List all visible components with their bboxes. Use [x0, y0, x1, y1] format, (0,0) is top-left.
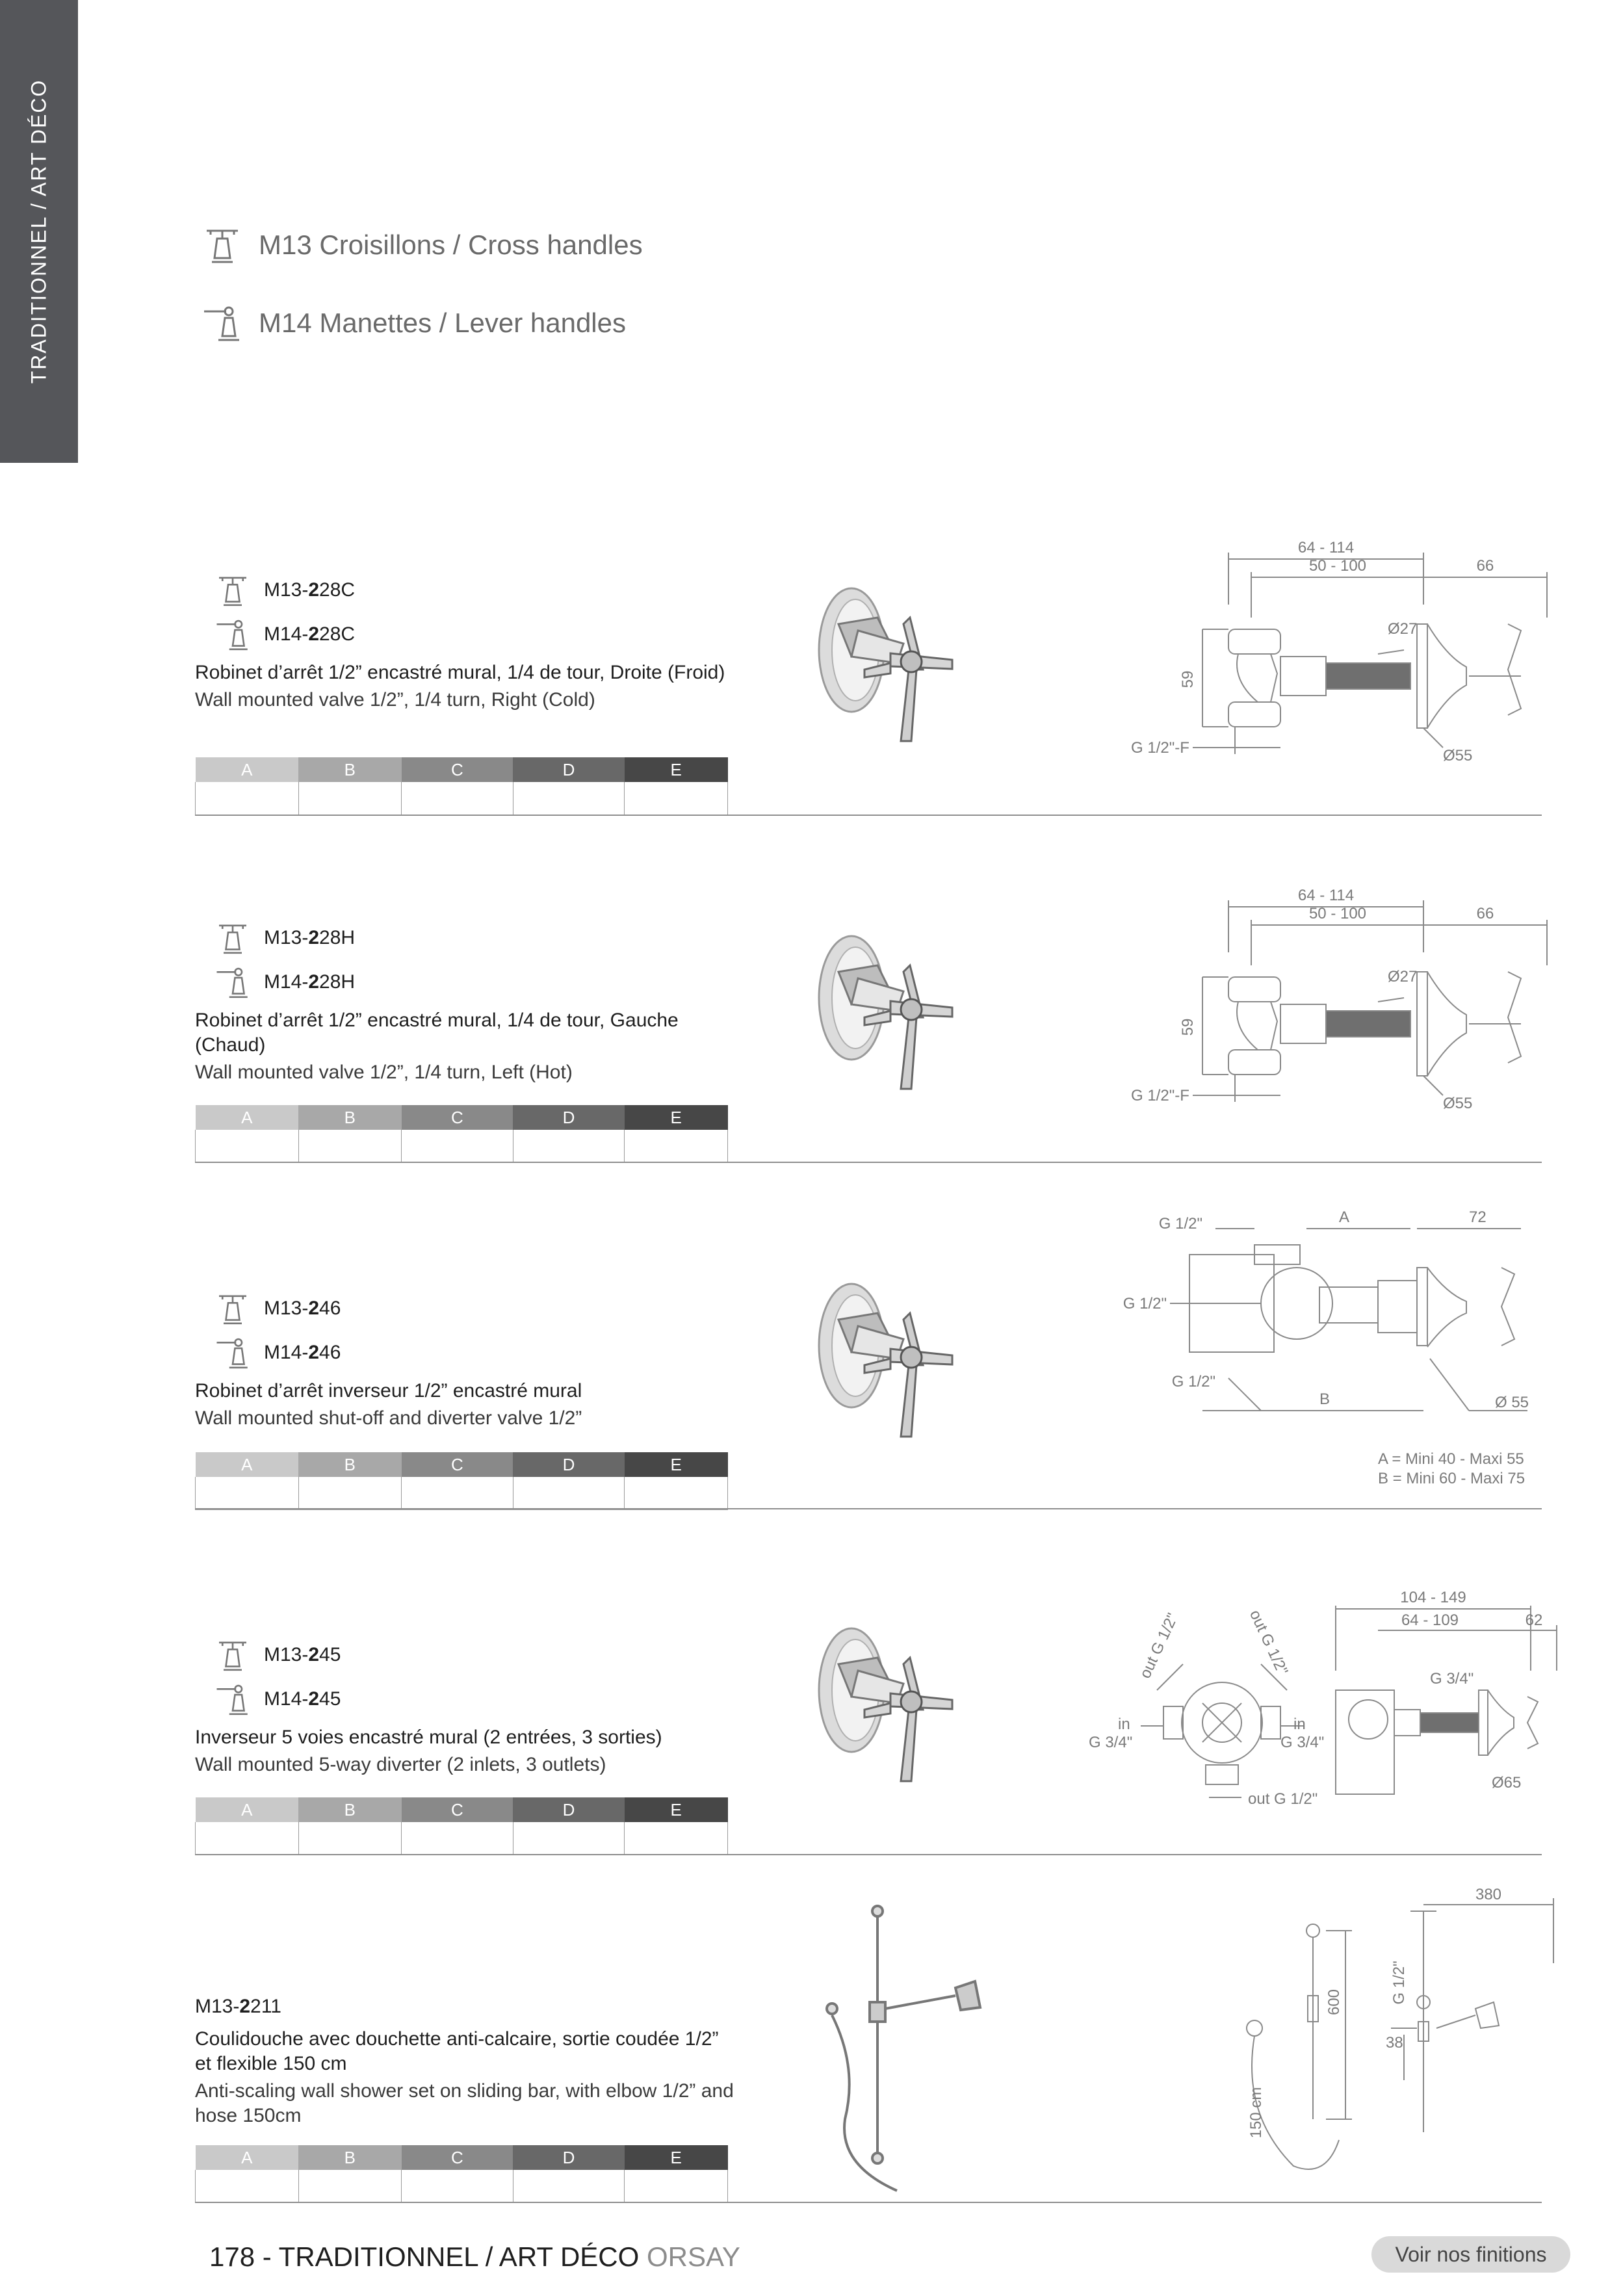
finish-b: B [298, 1452, 402, 1477]
svg-text:66: 66 [1476, 557, 1494, 575]
description-fr: Robinet d’arrêt 1/2” encastré mural, 1/4 de tour, Droite (Froid) [195, 662, 725, 683]
svg-text:Ø27: Ø27 [1388, 620, 1418, 638]
finish-a: A [196, 1452, 299, 1477]
svg-text:62: 62 [1525, 1611, 1543, 1629]
product-photo [793, 926, 962, 1095]
product-code-m14: M14-245 [214, 1681, 1547, 1717]
svg-text:out G 1/2": out G 1/2" [1248, 1790, 1318, 1808]
description-fr: Coulidouche avec douchette anti-calcaire, sortie coudée 1/2” et flexible 150 cm [195, 2028, 719, 2074]
finish-table [195, 757, 728, 815]
svg-text:59: 59 [1179, 670, 1197, 688]
svg-text:G 3/4": G 3/4" [1280, 1734, 1325, 1751]
separator [195, 1162, 1542, 1163]
legend-lever-handles [201, 302, 626, 344]
finish-a: A [196, 757, 299, 782]
description-en: Wall mounted shut-off and diverter valve 1/2” [195, 1407, 582, 1429]
finish-b: B [298, 1105, 402, 1130]
see-finishes-button[interactable]: Voir nos finitions [1371, 2236, 1570, 2273]
finish-table [195, 2145, 728, 2203]
description-fr: Inverseur 5 voies encastré mural (2 entrées, 3 sorties) [195, 1727, 662, 1748]
svg-text:Ø27: Ø27 [1388, 968, 1418, 985]
product-code-m13: M13-228C [214, 572, 1547, 608]
dimension-notes: A = Mini 40 - Maxi 55 B = Mini 60 - Maxi 75 [1378, 1450, 1526, 1487]
svg-text:380: 380 [1475, 1886, 1502, 1903]
separator [195, 1508, 1542, 1509]
brand-name: ORSAY [646, 2241, 740, 2272]
lever-handle-icon [201, 302, 243, 344]
svg-text:G 1/2": G 1/2" [1171, 1373, 1215, 1390]
finish-d: D [513, 757, 625, 782]
svg-text:G 3/4": G 3/4" [1089, 1734, 1133, 1751]
technical-drawing [1123, 1203, 1553, 1424]
svg-text:G 1/2": G 1/2" [1390, 1961, 1408, 2005]
description-en: Wall mounted valve 1/2”, 1/4 turn, Right (Cold) [195, 689, 595, 711]
legend-text: M13 Croisillons / Cross handles [259, 229, 643, 260]
svg-text:G 1/2": G 1/2" [1158, 1215, 1202, 1233]
technical-drawing [1079, 1573, 1573, 1833]
svg-text:72: 72 [1469, 1208, 1487, 1226]
product-photo [793, 579, 962, 748]
product-code-m14: M14-228C [214, 616, 1547, 653]
section-sidebar [0, 0, 78, 463]
svg-text:Ø55: Ø55 [1443, 747, 1473, 764]
finish-c: C [402, 1105, 513, 1130]
separator [195, 1854, 1542, 1855]
lever-handle-icon [214, 1681, 251, 1717]
finish-e: E [625, 1105, 728, 1130]
finish-c: C [402, 757, 513, 782]
svg-text:G 1/2"-F: G 1/2"-F [1131, 739, 1189, 757]
svg-text:104 - 149: 104 - 149 [1400, 1589, 1466, 1606]
svg-text:B: B [1319, 1390, 1331, 1408]
finish-b: B [298, 1797, 402, 1822]
description-fr: Robinet d’arrêt 1/2” encastré mural, 1/4 de tour, Gauche (Chaud) [195, 1010, 679, 1056]
finish-d: D [513, 1797, 625, 1822]
product-photo [793, 1274, 962, 1443]
separator [195, 815, 1542, 816]
legend-cross-handles [201, 224, 643, 266]
legend-text: M14 Manettes / Lever handles [259, 307, 626, 338]
svg-text:50 - 100: 50 - 100 [1308, 557, 1367, 575]
product-code-m13: M13-246 [214, 1290, 1547, 1327]
separator [195, 2202, 1542, 2203]
finish-c: C [402, 2145, 513, 2170]
description-en: Anti-scaling wall shower set on sliding bar, with elbow 1/2” and hose 150cm [195, 2080, 734, 2126]
cross-handle-icon [214, 572, 251, 608]
cross-handle-icon [214, 1637, 251, 1673]
finish-c: C [402, 1452, 513, 1477]
svg-text:Ø65: Ø65 [1492, 1774, 1522, 1792]
svg-text:64 - 114: 64 - 114 [1297, 887, 1355, 904]
technical-drawing [1131, 881, 1553, 1141]
svg-text:600: 600 [1325, 1989, 1343, 2016]
svg-text:G 1/2"-F: G 1/2"-F [1131, 1087, 1189, 1104]
product-code-m13: M13-228H [214, 920, 1547, 956]
svg-text:Ø55: Ø55 [1443, 1095, 1473, 1112]
svg-text:out G 1/2": out G 1/2" [1245, 1607, 1292, 1678]
finish-a: A [196, 1105, 299, 1130]
svg-text:A: A [1339, 1208, 1350, 1226]
product-code-m14: M14-228H [214, 964, 1547, 1000]
cross-handle-icon [214, 920, 251, 956]
finish-table [195, 1797, 728, 1855]
svg-text:Ø 55: Ø 55 [1495, 1394, 1529, 1411]
finish-d: D [513, 1452, 625, 1477]
svg-text:150 cm: 150 cm [1247, 2087, 1265, 2139]
svg-text:G 1/2": G 1/2" [1123, 1295, 1167, 1312]
svg-text:66: 66 [1476, 905, 1494, 922]
svg-text:in: in [1118, 1715, 1130, 1733]
svg-text:59: 59 [1179, 1018, 1197, 1036]
finish-b: B [298, 757, 402, 782]
finish-e: E [625, 2145, 728, 2170]
finish-table [195, 1105, 728, 1163]
svg-text:out G 1/2": out G 1/2" [1136, 1610, 1182, 1682]
cross-handle-icon [214, 1290, 251, 1327]
product-code-m14: M14-246 [214, 1335, 1547, 1371]
product-code-m13: M13-245 [214, 1637, 1547, 1673]
page-footer-title: 178 - TRADITIONNEL / ART DÉCO ORSAY [209, 2241, 740, 2272]
cross-handle-icon [201, 224, 243, 266]
technical-drawing [1209, 1885, 1560, 2184]
description-fr: Robinet d’arrêt inverseur 1/2” encastré mural [195, 1380, 582, 1402]
description-en: Wall mounted 5-way diverter (2 inlets, 3 outlets) [195, 1754, 606, 1775]
lever-handle-icon [214, 1335, 251, 1371]
product-code-m13: M13-2211 [195, 1996, 281, 2017]
finish-e: E [625, 1797, 728, 1822]
finish-b: B [298, 2145, 402, 2170]
svg-text:50 - 100: 50 - 100 [1308, 905, 1367, 922]
svg-text:G 3/4": G 3/4" [1430, 1670, 1474, 1688]
lever-handle-icon [214, 964, 251, 1000]
lever-handle-icon [214, 616, 251, 653]
shower-set-photo [812, 1898, 1007, 2191]
svg-text:38: 38 [1386, 2034, 1403, 2052]
finish-a: A [196, 2145, 299, 2170]
finish-c: C [402, 1797, 513, 1822]
svg-text:64 - 114: 64 - 114 [1297, 539, 1355, 556]
product-photo [793, 1619, 962, 1788]
finish-d: D [513, 1105, 625, 1130]
svg-text:64 - 109: 64 - 109 [1401, 1611, 1459, 1629]
finish-e: E [625, 1452, 728, 1477]
sidebar-label: TRADITIONNEL / ART DÉCO [27, 79, 51, 384]
technical-drawing [1131, 533, 1553, 793]
svg-text:in: in [1293, 1715, 1306, 1733]
finish-table [195, 1452, 728, 1510]
finish-a: A [196, 1797, 299, 1822]
finish-e: E [625, 757, 728, 782]
description-en: Wall mounted valve 1/2”, 1/4 turn, Left (Hot) [195, 1062, 573, 1083]
finish-d: D [513, 2145, 625, 2170]
